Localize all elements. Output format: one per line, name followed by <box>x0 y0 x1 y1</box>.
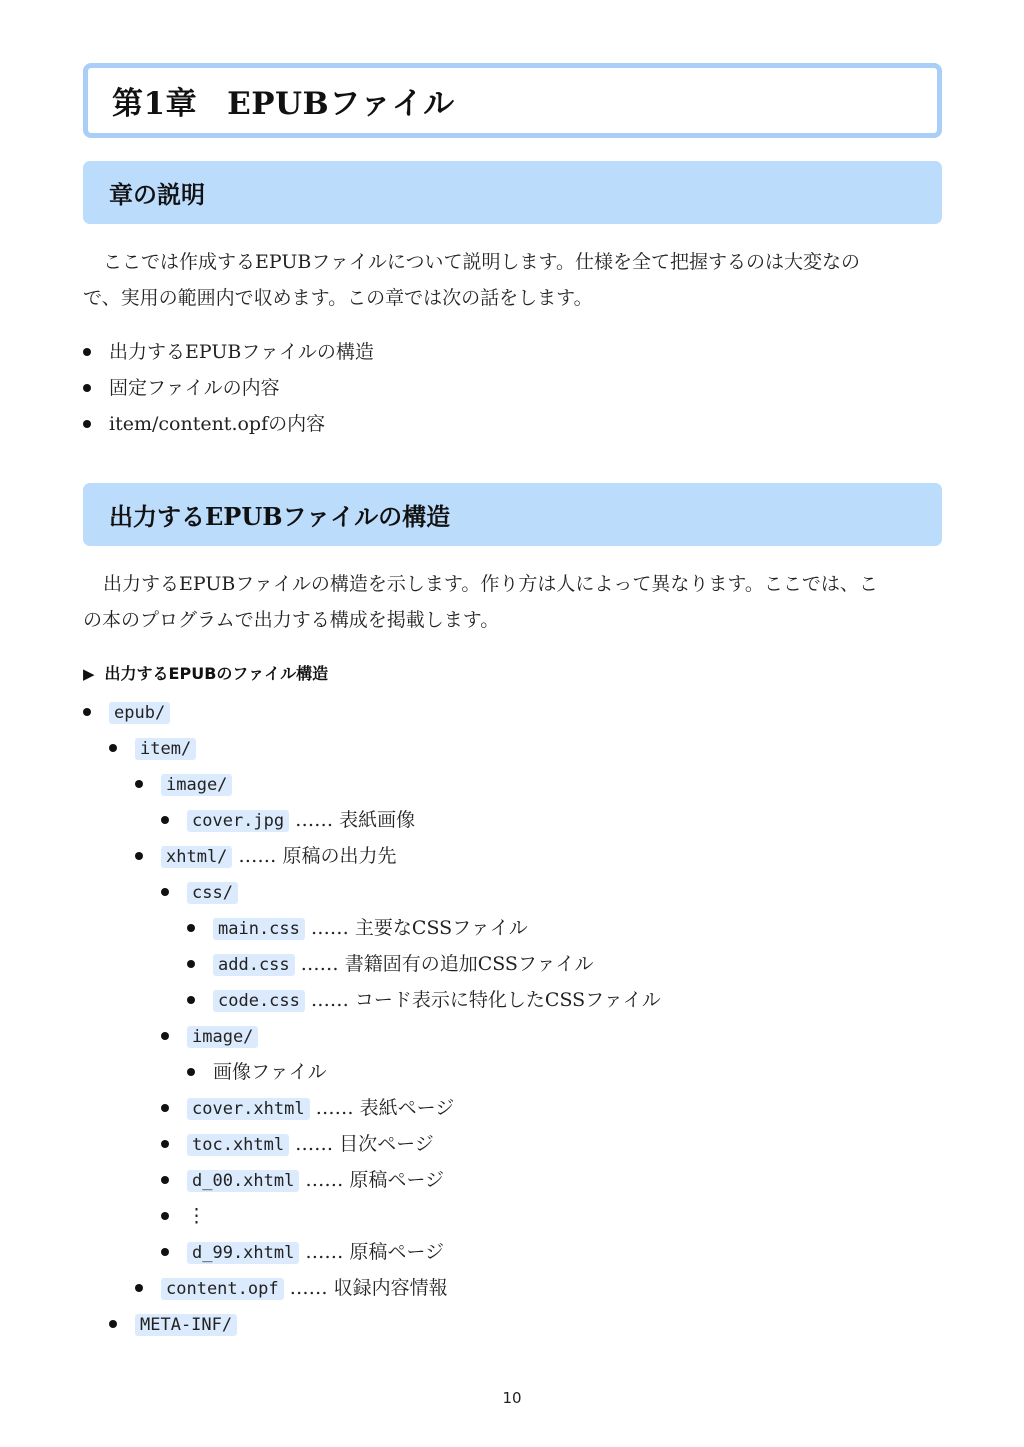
tree-item-path: META-INF/ <box>135 1314 237 1336</box>
section-heading-intro: 章の説明 <box>83 161 942 224</box>
tree-item <box>83 1126 942 1162</box>
tree-item <box>83 694 942 730</box>
structure-paragraph <box>83 566 942 638</box>
caption-text: 出力するEPUBのファイル構造 <box>104 664 329 683</box>
tree-item <box>83 838 942 874</box>
tree-item-path: toc.xhtml <box>187 1134 289 1156</box>
tree-item-description: …… 収録内容情報 <box>289 1277 448 1299</box>
tree-item <box>83 874 942 910</box>
list-item: item/content.opfの内容 <box>83 406 942 442</box>
page-content <box>83 63 942 1342</box>
tree-item-description: …… 原稿ページ <box>305 1241 445 1263</box>
chapter-name: EPUBファイル <box>227 86 455 122</box>
tree-item <box>83 766 942 802</box>
tree-item <box>83 730 942 766</box>
intro-paragraph-line: ここでは作成するEPUBファイルについて説明します。仕様を全て把握するのは大変なの <box>103 251 861 273</box>
chapter-number: 第1章 <box>112 86 198 122</box>
tree-item-description: …… コード表示に特化したCSSファイル <box>310 989 661 1011</box>
intro-paragraph <box>83 244 942 316</box>
list-item: 出力するEPUBファイルの構造 <box>83 334 942 370</box>
tree-item-path: item/ <box>135 738 196 760</box>
chapter-title-box <box>83 63 942 138</box>
structure-paragraph-line: の本のプログラムで出力する構成を掲載します。 <box>83 609 500 631</box>
tree-item-path: add.css <box>213 954 295 976</box>
intro-paragraph-line: で、実用の範囲内で収めます。この章では次の話をします。 <box>83 287 593 309</box>
tree-item-description: …… 表紙画像 <box>295 809 416 831</box>
section-heading-structure: 出力するEPUBファイルの構造 <box>83 483 942 546</box>
tree-item-path: cover.xhtml <box>187 1098 310 1120</box>
tree-item-path: xhtml/ <box>161 846 232 868</box>
page-number: 10 <box>502 1389 522 1407</box>
tree-item-path: main.css <box>213 918 305 940</box>
tree-item-description: 画像ファイル <box>213 1061 327 1083</box>
tree-item <box>83 982 942 1018</box>
tree-item <box>83 1198 942 1234</box>
tree-item <box>83 1270 942 1306</box>
list-item: 固定ファイルの内容 <box>83 370 942 406</box>
tree-item <box>83 946 942 982</box>
tree-item-description: …… 表紙ページ <box>315 1097 455 1119</box>
tree-item-path: cover.jpg <box>187 810 289 832</box>
tree-item-path: content.opf <box>161 1278 284 1300</box>
tree-item-path: d_00.xhtml <box>187 1170 299 1192</box>
tree-item <box>83 1054 942 1090</box>
tree-item-path: code.css <box>213 990 305 1012</box>
tree-item-ellipsis: ⋮ <box>187 1205 206 1227</box>
structure-paragraph-line: 出力するEPUBファイルの構造を示します。作り方は人によって異なります。ここでは、こ <box>103 573 878 595</box>
tree-item <box>83 1306 942 1342</box>
tree-item-description: …… 主要なCSSファイル <box>310 917 528 939</box>
tree-caption <box>83 659 942 689</box>
tree-item-path: d_99.xhtml <box>187 1242 299 1264</box>
tree-item-path: image/ <box>161 774 232 796</box>
chapter-title <box>112 78 455 123</box>
tree-item <box>83 802 942 838</box>
intro-list <box>83 334 942 442</box>
tree-item-path: image/ <box>187 1026 258 1048</box>
tree-item <box>83 1162 942 1198</box>
tree-item-description: …… 原稿ページ <box>305 1169 445 1191</box>
file-tree <box>83 694 942 1342</box>
tree-item <box>83 1018 942 1054</box>
tree-item <box>83 1234 942 1270</box>
tree-item-description: …… 原稿の出力先 <box>238 845 397 867</box>
tree-item-path: css/ <box>187 882 238 904</box>
tree-item <box>83 1090 942 1126</box>
tree-item-path: epub/ <box>109 702 170 724</box>
caption-triangle-icon: ▶ <box>83 665 95 683</box>
tree-item-description: …… 書籍固有の追加CSSファイル <box>300 953 594 975</box>
tree-item <box>83 910 942 946</box>
tree-item-description: …… 目次ページ <box>295 1133 434 1155</box>
